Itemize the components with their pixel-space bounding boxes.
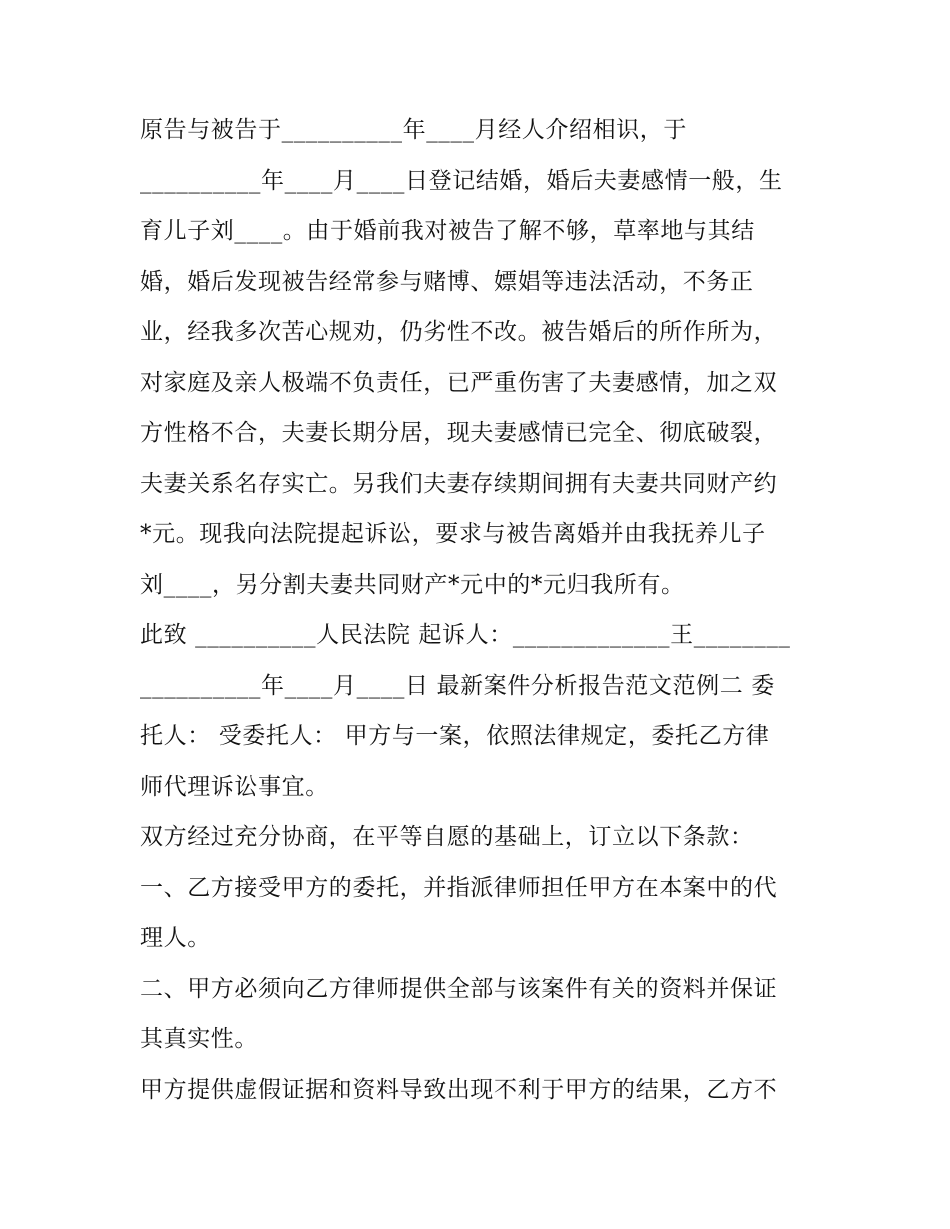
text-line: 夫妻关系名存实亡。另我们夫妻存续期间拥有夫妻共同财产约 <box>140 471 778 497</box>
text-line: 师代理诉讼事宜。 <box>140 774 329 800</box>
text-line: 此致 __________人民法院 起诉人：_____________王________ <box>140 622 791 648</box>
text-line: 二、甲方必须向乙方律师提供全部与该案件有关的资料并保证 <box>140 976 778 1002</box>
text-line: 方性格不合，夫妻长期分居，现夫妻感情已完全、彻底破裂， <box>140 420 778 446</box>
text-line: 刘____，另分割夫妻共同财产*元中的*元归我所有。 <box>140 572 685 598</box>
text-line: __________年____月____日 最新案件分析报告范文范例二 委 <box>140 673 775 699</box>
text-line: __________年____月____日登记结婚，婚后夫妻感情一般，生 <box>140 168 783 194</box>
text-line: 原告与被告于__________年____月经人介绍相识，于 <box>140 117 687 143</box>
text-line: 对家庭及亲人极端不负责任，已严重伤害了夫妻感情，加之双 <box>140 370 778 396</box>
text-line: *元。现我向法院提起诉讼，要求与被告离婚并由我抚养儿子 <box>140 521 766 547</box>
text-line: 婚，婚后发现被告经常参与赌博、嫖娼等违法活动，不务正 <box>140 269 754 295</box>
text-line: 托人： 受委托人： 甲方与一案，依照法律规定，委托乙方律 <box>140 723 770 749</box>
text-line: 业，经我多次苦心规劝，仍劣性不改。被告婚后的所作所为， <box>140 319 778 345</box>
text-line: 育儿子刘____。由于婚前我对被告了解不够，草率地与其结 <box>140 218 755 244</box>
text-line: 甲方提供虚假证据和资料导致出现不利于甲方的结果，乙方不 <box>140 1077 778 1103</box>
text-line: 双方经过充分协商，在平等自愿的基础上，订立以下条款： <box>140 824 754 850</box>
text-line: 一、乙方接受甲方的委托，并指派律师担任甲方在本案中的代 <box>140 875 778 901</box>
text-line: 理人。 <box>140 925 211 951</box>
text-line: 其真实性。 <box>140 1026 258 1052</box>
